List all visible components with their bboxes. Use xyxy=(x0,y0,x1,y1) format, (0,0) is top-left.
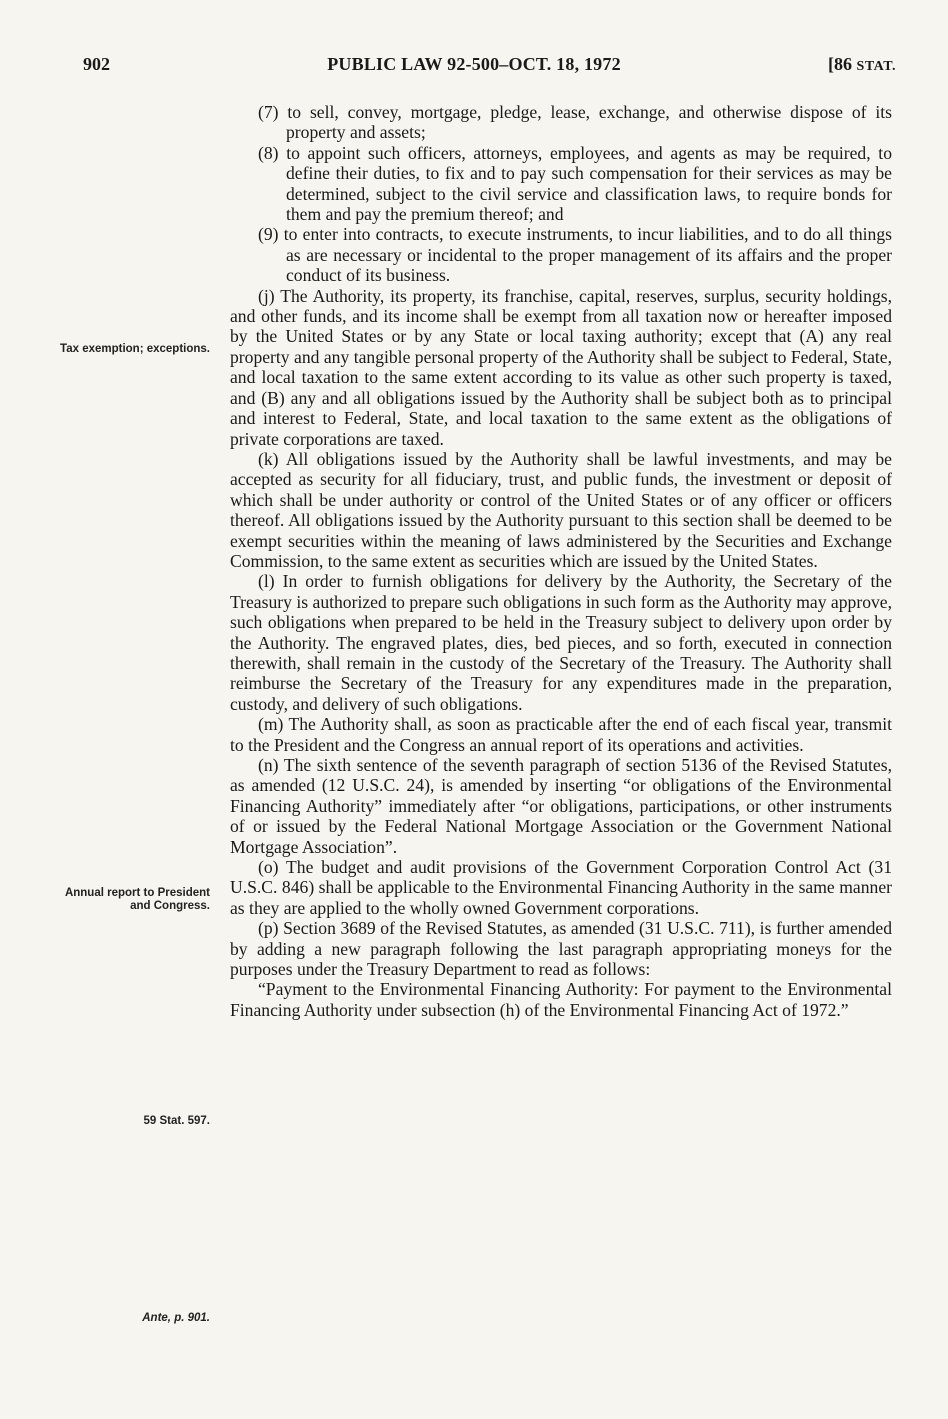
subsection-n: (n) The sixth sentence of the seventh paragraph of section 5136 of the Revised Statutes, as amended (12 U.S.C. 24), is amended by inserting “or obligations of the Environmental Financing Authority” immediately after “or obligations, participations, or other instruments of or issued by the Federal National Mortgage Association or the Government National Mortgage Association”. xyxy=(230,755,892,857)
statute-prefix: [86 xyxy=(828,54,857,74)
page-number: 902 xyxy=(83,54,110,74)
margin-note-stat-597: 59 Stat. 597. xyxy=(143,1115,210,1127)
subsection-o: (o) The budget and audit provisions of the Government Corporation Control Act (31 U.S.C. 846) shall be applicable to the Environmental Financing Authority in the same manner as they are applied to the wholly owned Government corporations. xyxy=(230,857,892,918)
margin-note-tax-exemption: Tax exemption; exceptions. xyxy=(60,343,210,355)
paragraph-8: (8) to appoint such officers, attorneys, employees, and agents as may be required, to define their duties, to fix and to pay such compensation for their services as may be determined, subject to the civil service and classification laws, to require bonds for them and pay the premium thereof; and xyxy=(258,142,892,225)
quoted-payment-paragraph: “Payment to the Environmental Financing Authority: For payment to the Environmental Financing Authority under subsection (h) of the Environmental Financing Act of 1972.” xyxy=(230,979,892,1020)
paragraph-7: (7) to sell, convey, mortgage, pledge, lease, exchange, and otherwise dispose of its property and assets; xyxy=(258,102,892,143)
margin-note-ante: Ante, p. 901. xyxy=(142,1312,210,1324)
subsection-j: (j) The Authority, its property, its franchise, capital, reserves, surplus, security holdings, and other funds, and its income shall be exempt from all taxation now or hereafter imposed by the United States or by any State or local taxing authority; except that (A) any real property and any tangible personal property of the Authority shall be subject to Federal, State, and local taxation to the same extent according to its value as other such property is taxed, and (B) any and all obligations issued by the Authority shall be subject both as to principal and interest to Federal, State, and local taxation to the same extent as the obligations of private corporations are taxed. xyxy=(230,285,892,449)
paragraph-9: (9) to enter into contracts, to execute instruments, to incur liabilities, and to do all things as are necessary or incidental to the proper management of its affairs and the proper conduct of its business. xyxy=(258,224,892,286)
law-title: PUBLIC LAW 92-500–OCT. 18, 1972 xyxy=(327,54,621,74)
statute-body xyxy=(230,102,892,1020)
statute-word: STAT. xyxy=(856,59,896,74)
statute-reference xyxy=(828,54,896,75)
subsection-m: (m) The Authority shall, as soon as practicable after the end of each fiscal year, transmit to the President and the Congress an annual report of its operations and activities. xyxy=(230,714,892,755)
margin-note-annual-report: Annual report to President and Congress. xyxy=(64,887,210,912)
subsection-p: (p) Section 3689 of the Revised Statutes, as amended (31 U.S.C. 711), is further amended by adding a new paragraph following the last paragraph appropriating moneys for the purposes under the Treasury Department to read as follows: xyxy=(230,918,892,980)
margin-notes xyxy=(60,0,210,1419)
subsection-l: (l) In order to furnish obligations for delivery by the Authority, the Secretary of the Treasury is authorized to prepare such obligations in such form as the Authority may approve, such obligations when prepared to be held in the Treasury subject to delivery upon order by the Authority. The engraved plates, dies, bed pieces, and so forth, executed in connection therewith, shall remain in the custody of the Secretary of the Treasury. The Authority shall reimburse the Secretary of the Treasury for any expenditures made in the preparation, custody, and delivery of such obligations. xyxy=(230,571,892,714)
subsection-k: (k) All obligations issued by the Authority shall be lawful investments, and may be accepted as security for all fiduciary, trust, and public funds, the investment or deposit of which shall be under authority or control of the United States or of any officer or officers thereof. All obligations issued by the Authority pursuant to this section shall be deemed to be exempt securities within the meaning of laws administered by the Securities and Exchange Commission, to the same extent as securities which are issued by the United States. xyxy=(230,448,892,571)
